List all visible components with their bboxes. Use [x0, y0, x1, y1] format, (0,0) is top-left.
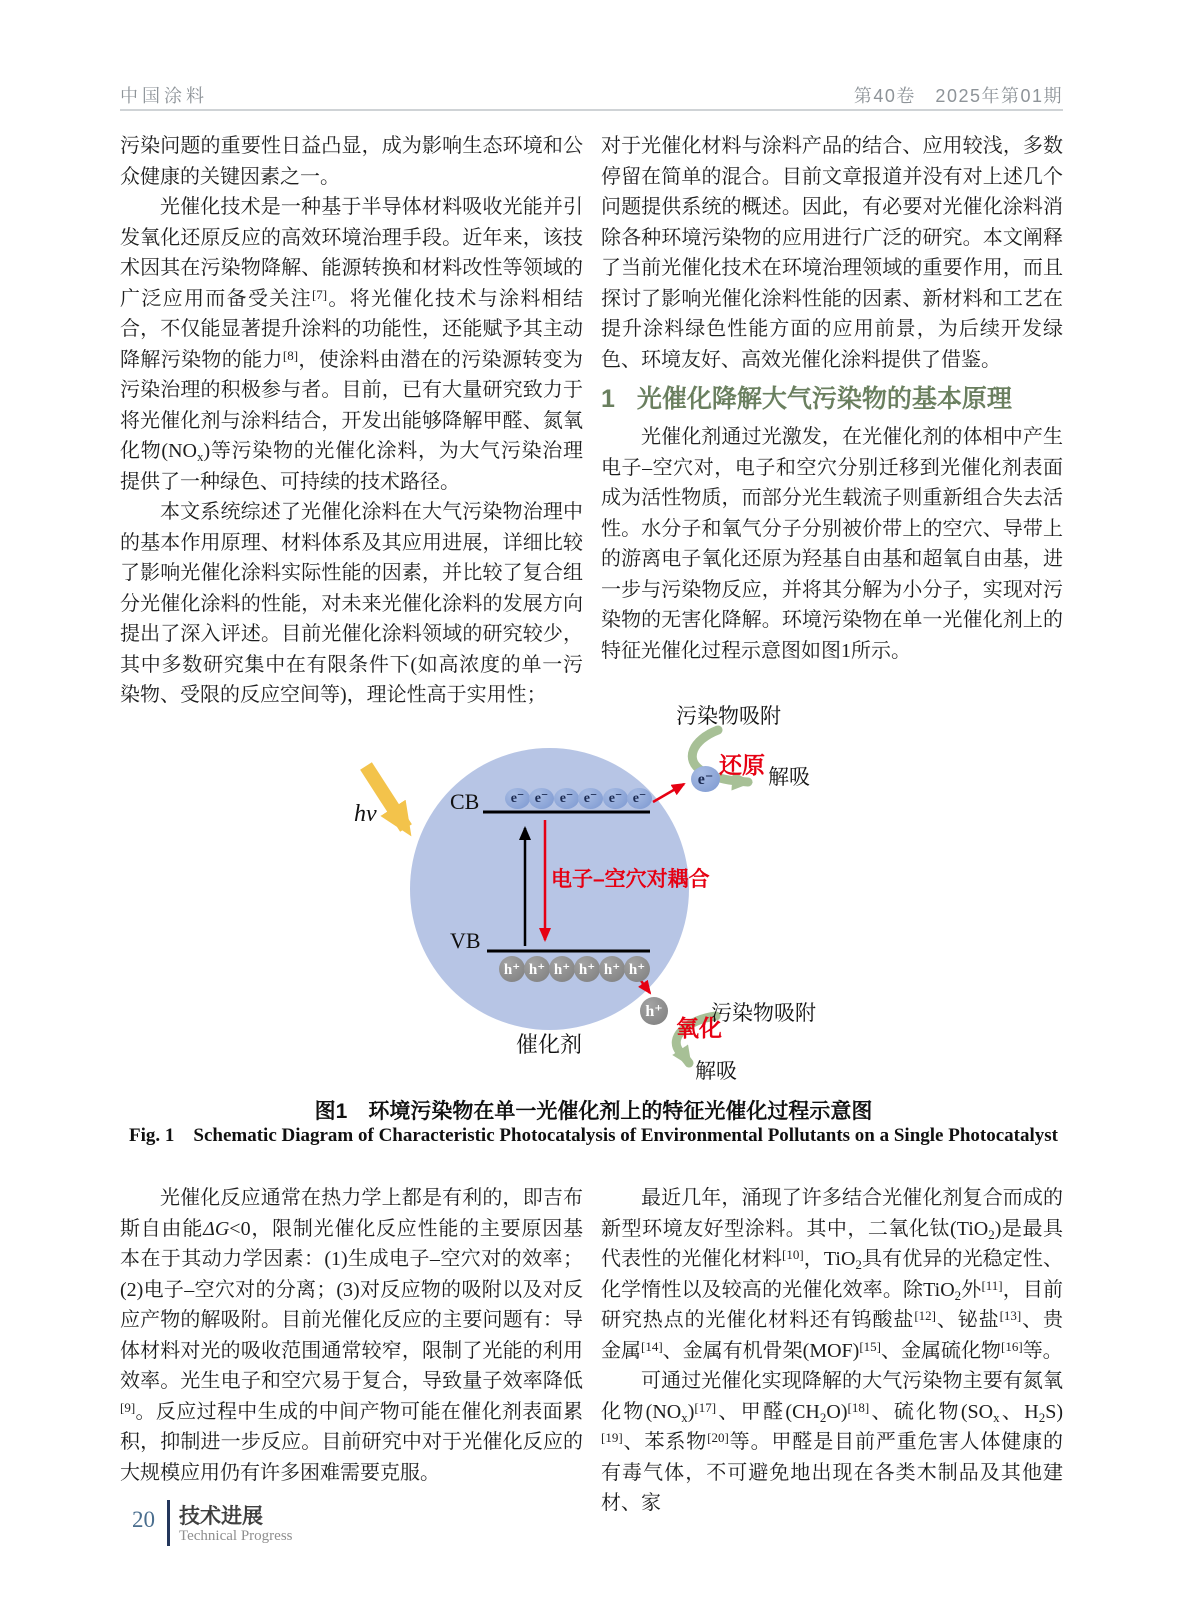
paragraph: 最近几年，涌现了许多结合光催化剂复合而成的新型环境友好型涂料。其中，二氧化钛(TiO$_2$)是最具代表性的光催化材料[10]，TiO$_2$具有优异的光稳定性、化学惰性以及较高的光催化效率。除TiO$_2$外[11]，目前研究热点的光催化材料还有钨酸盐[12]、铋盐[13]、贵金属[14]、金属有机骨架(MOF)[15]、金属硫化物[16]等。 — [601, 1187, 1064, 1362]
column-bottom-left — [120, 1183, 583, 1488]
hole-ball: h⁺ — [574, 956, 600, 982]
issue-info: 第40卷 2025年第01期 — [853, 86, 1063, 106]
valence-band-label: VB — [450, 928, 481, 953]
electron-ball: e⁻ — [627, 788, 652, 809]
electron-ball: e⁻ — [554, 788, 579, 809]
footer-divider — [167, 1500, 170, 1546]
catalyst-label: 催化剂 — [516, 1032, 583, 1057]
section-heading — [601, 384, 1063, 415]
oxidation-label: 氧化 — [676, 1015, 722, 1041]
paragraph: 污染问题的重要性日益凸显，成为影响生态环境和公众健康的关键因素之一。 — [120, 135, 583, 188]
electron-ball: e⁻ — [505, 788, 530, 809]
hole-ball: h⁺ — [549, 956, 575, 982]
column-top-right — [601, 131, 1063, 666]
diagram-arrows — [0, 690, 1187, 1140]
footer-section-zh: 技术进展 — [179, 1505, 263, 1528]
hole-ball: h⁺ — [624, 956, 650, 982]
paragraph: 可通过光催化实现降解的大气污染物主要有氮氧化物$(NO_x)[17]$、甲醛$(CH_2O)[18]$、硫化物($SO_x$、$H_2S)[19]$、苯系物[20]等。甲醛是目前严重危害人体健康的有毒气体，不可避免地出现在各类木制品及其他建材、家 — [601, 1370, 1064, 1514]
paragraph: 对于光催化材料与涂料产品的结合、应用较浅，多数停留在简单的混合。目前文章报道并没有对上述几个问题提供系统的概述。因此，有必要对光催化涂料消除各种环境污染物的应用进行广泛的研究。本文阐释了当前光催化技术在环境治理领域的重要作用，而且探讨了影响光催化涂料性能的因素、新材料和工艺在提升涂料绿色性能方面的应用前景，为后续开发绿色、环境友好、高效光催化涂料提供了借鉴。 — [601, 135, 1063, 371]
figure-caption-en: Fig. 1 Schematic Diagram of Characteristic Photocatalysis of Environmental Pollutants on a Single Photocatalyst — [129, 1125, 1058, 1146]
photon-energy-label: hν — [354, 801, 377, 827]
figure-caption-zh: 图1 环境污染物在单一光催化剂上的特征光催化过程示意图 — [314, 1100, 873, 1123]
pollutant-adsorption-label-top: 污染物吸附 — [676, 704, 781, 728]
coupling-label: 电子–空穴对耦合 — [551, 868, 710, 891]
section-number: 1 — [601, 385, 615, 413]
free-electron-ball: e⁻ — [691, 766, 720, 792]
conduction-band-label: CB — [450, 789, 480, 814]
reduction-label: 还原 — [719, 752, 765, 778]
electron-ball: e⁻ — [529, 788, 554, 809]
journal-name: 中国涂料 — [120, 86, 208, 106]
paragraph: 光催化反应通常在热力学上都是有利的，即吉布斯自由能ΔG<0，限制光催化反应性能的主要原因基本在于其动力学因素：(1)生成电子–空穴对的效率；(2)电子–空穴对的分离；(3)对反应物的吸附以及对反应产物的解吸附。目前光催化反应的主要问题有：导体材料对光的吸收范围通常较窄，限制了光能的利用效率。光生电子和空穴易于复合，导致量子效率降低[9]。反应过程中生成的中间产物可能在催化剂表面累积，抑制进一步反应。目前研究中对于光催化反应的大规模应用仍有许多困难需要克服。 — [120, 1187, 584, 1484]
pollutant-adsorption-label-bottom: 污染物吸附 — [711, 1001, 816, 1025]
footer-section-en: Technical Progress — [179, 1528, 293, 1544]
page-number: 20 — [132, 1507, 155, 1532]
paragraph: 本文系统综述了光催化涂料在大气污染物治理中的基本作用原理、材料体系及其应用进展，详细比较了影响光催化涂料实际性能的因素，并比较了复合组分光催化涂料的性能，对未来光催化涂料的发展方向提出了深入评述。目前光催化涂料领域的研究较少，其中多数研究集中在有限条件下(如高浓度的单一污染物、受限的反应空间等)，理论性高于实用性； — [120, 501, 583, 706]
electron-ball: e⁻ — [603, 788, 628, 809]
hole-ball: h⁺ — [599, 956, 625, 982]
hole-ball: h⁺ — [499, 956, 525, 982]
figure-1-diagram — [0, 690, 1187, 1140]
desorption-label-bottom: 解吸 — [695, 1059, 737, 1083]
electron-transfer-arrow — [653, 784, 684, 802]
header-rule — [120, 109, 1063, 111]
column-top-left — [120, 131, 583, 711]
paragraph: 光催化剂通过光激发，在光催化剂的体相中产生电子–空穴对，电子和空穴分别迁移到光催化剂表面成为活性物质，而部分光生载流子则重新组合失去活性。水分子和氧气分子分别被价带上的空穴、导带上的游离电子氧化还原为羟基自由基和超氧自由基，进一步与污染物反应，并将其分解为小分子，实现对污染物的无害化降解。环境污染物在单一光催化剂上的特征光催化过程示意图如图1所示。 — [601, 426, 1063, 662]
hole-ball: h⁺ — [524, 956, 550, 982]
section-title: 光催化降解大气污染物的基本原理 — [636, 385, 1012, 413]
electron-ball: e⁻ — [578, 788, 603, 809]
free-hole-ball: h⁺ — [640, 997, 668, 1025]
column-bottom-right — [601, 1183, 1063, 1519]
desorption-label-top: 解吸 — [768, 765, 810, 789]
paragraph: 光催化技术是一种基于半导体材料吸收光能并引发氧化还原反应的高效环境治理手段。近年来，该技术因其在污染物降解、能源转换和材料改性等领域的广泛应用而备受关注[7]。将光催化技术与涂料相结合，不仅能显著提升涂料的功能性，还能赋予其主动降解污染物的能力[8]，使涂料由潜在的污染源转变为污染治理的积极参与者。目前，已有大量研究致力于将光催化剂与涂料结合，开发出能够降解甲醛、氮氧化物$(NO_x)$等污染物的光催化涂料，为大气污染治理提供了一种绿色、可持续的技术路径。 — [120, 196, 584, 493]
